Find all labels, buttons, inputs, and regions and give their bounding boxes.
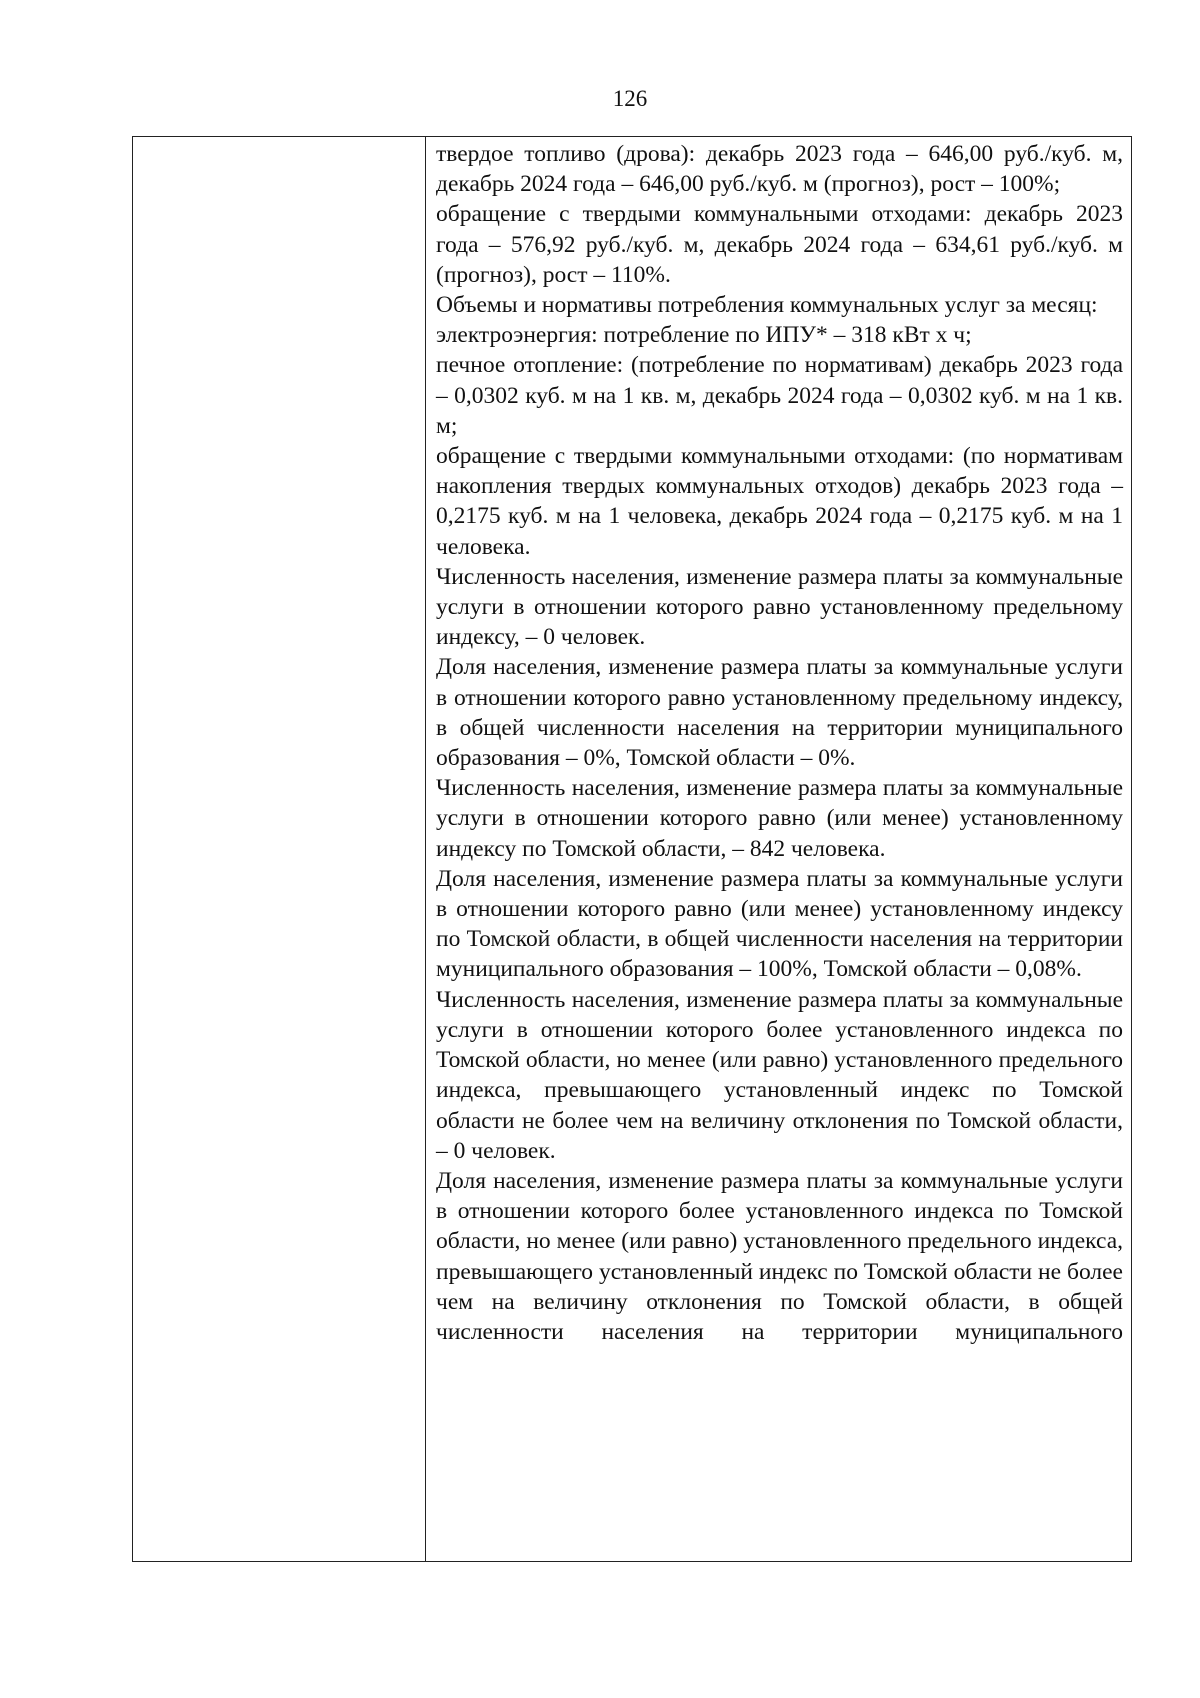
paragraph-share-above-index: Доля населения, изменение размера платы за коммунальные услуги в отношении которого более установленного индекса по Томской области, но менее (или равно) установленного предельного индекса, превышающего установленный индекс по Томской области не более чем на величину отклонения по Томской области, в общей численности населения на территории муниципального bbox=[436, 1167, 1123, 1345]
paragraph-population-regional-index: Численность населения, изменение размера платы за коммунальные услуги в отношении которого равно (или менее) установленному индексу по Томской области, – 842 человека. bbox=[436, 775, 1123, 862]
paragraph-waste-norms: обращение с твердыми коммунальными отходами: (по нормативам накопления твердых коммунальных отходов) декабрь 2023 года – 0,2175 куб. м на 1 человека, декабрь 2024 года – 0,2175 куб. м на 1 человека. bbox=[436, 443, 1123, 560]
document-table bbox=[132, 136, 1132, 1562]
table-left-cell bbox=[133, 137, 426, 1561]
paragraph-stove-heating: печное отопление: (потребление по нормативам) декабрь 2023 года – 0,0302 куб. м на 1 кв. м, декабрь 2024 года – 0,0302 куб. м на 1 кв. м; bbox=[436, 352, 1123, 439]
paragraph-volumes-heading: Объемы и нормативы потребления коммунальных услуг за месяц: bbox=[436, 292, 1098, 319]
page-number: 126 bbox=[612, 86, 648, 111]
paragraph-population-limit-index: Численность населения, изменение размера платы за коммунальные услуги в отношении которого равно установленному предельному индексу, – 0 человек. bbox=[436, 563, 1123, 651]
paragraph-waste-tariff: обращение с твердыми коммунальными отходами: декабрь 2023 года – 576,92 руб./куб. м, декабрь 2024 года – 634,61 руб./куб. м (прогноз), рост – 110%. bbox=[436, 201, 1123, 288]
paragraph-share-regional-index: Доля населения, изменение размера платы за коммунальные услуги в отношении которого равно (или менее) установленному индексу по Томской области, в общей численности населения на территории муниципального образования – 100%, Томской области – 0,08%. bbox=[436, 865, 1123, 983]
paragraph-electricity: электроэнергия: потребление по ИПУ* – 318 кВт х ч; bbox=[436, 322, 972, 349]
paragraph-population-above-index: Численность населения, изменение размера платы за коммунальные услуги в отношении которого более установленного индекса по Томской области, но менее (или равно) установленного предельного индекса, превышающего установленный индекс по Томской области не более чем на величину отклонения по Томской области, – 0 человек. bbox=[436, 986, 1123, 1164]
table-right-cell bbox=[426, 137, 1131, 1561]
paragraph-solid-fuel-tariff: твердое топливо (дрова): декабрь 2023 года – 646,00 руб./куб. м, декабрь 2024 года – 646,00 руб./куб. м (прогноз), рост – 100%; bbox=[436, 141, 1123, 198]
paragraph-share-limit-index: Доля населения, изменение размера платы за коммунальные услуги в отношении которого равно установленному предельному индексу, в общей численности населения на территории муниципального образования – 0%, Томской области – 0%. bbox=[436, 654, 1123, 772]
